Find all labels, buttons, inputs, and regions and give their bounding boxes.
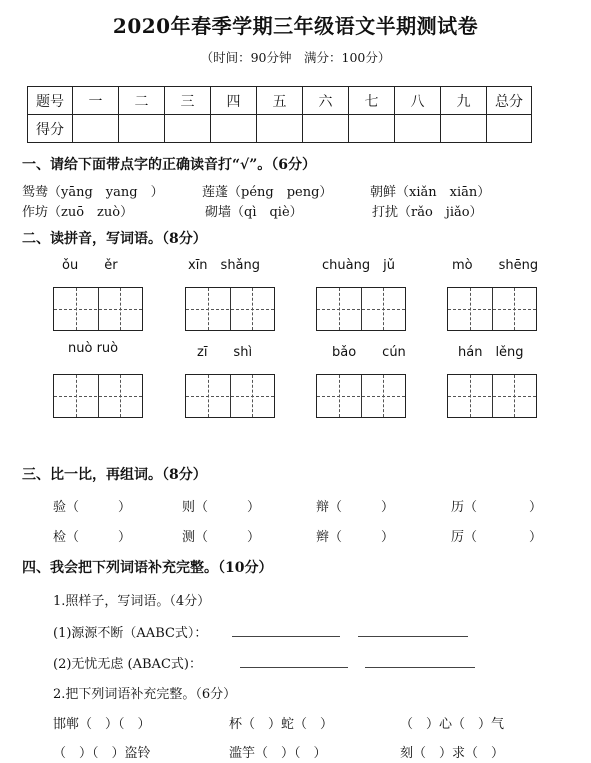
score-input-cell[interactable] bbox=[303, 115, 349, 143]
score-header-cell: 三 bbox=[165, 87, 211, 115]
score-input-cell[interactable] bbox=[487, 115, 532, 143]
answer-blank[interactable] bbox=[232, 636, 340, 637]
pronunciation-item[interactable]: 打扰（rǎo jiǎo） bbox=[372, 205, 483, 220]
score-header-cell: 九 bbox=[441, 87, 487, 115]
score-row-label: 得分 bbox=[28, 115, 73, 143]
pinyin-label: zī shì bbox=[197, 345, 253, 360]
score-input-cell[interactable] bbox=[165, 115, 211, 143]
writing-grid[interactable] bbox=[447, 287, 537, 331]
writing-grid[interactable] bbox=[53, 374, 143, 418]
pronunciation-item[interactable]: 朝鲜（xiǎn xiān） bbox=[370, 185, 491, 200]
pinyin-label: ǒu ěr bbox=[62, 258, 118, 273]
score-header-cell: 题号 bbox=[28, 87, 73, 115]
section-1-heading: 一、请给下面带点字的正确读音打“√”。（6分） bbox=[22, 157, 317, 173]
writing-grid[interactable] bbox=[53, 287, 143, 331]
score-header-cell: 一 bbox=[73, 87, 119, 115]
answer-blank[interactable] bbox=[365, 667, 475, 668]
score-header-cell: 四 bbox=[211, 87, 257, 115]
score-header-cell: 总分 bbox=[487, 87, 532, 115]
word-group-item[interactable]: 检（ ） bbox=[53, 530, 132, 545]
writing-grid[interactable] bbox=[316, 287, 406, 331]
section-2-heading: 二、读拼音，写词语。（8分） bbox=[22, 231, 207, 247]
writing-grid[interactable] bbox=[447, 374, 537, 418]
word-group-item[interactable]: 厉（ ） bbox=[451, 530, 543, 545]
pinyin-label: mò shēng bbox=[452, 258, 539, 273]
word-group-item[interactable]: 历（ ） bbox=[451, 500, 543, 515]
score-input-cell[interactable] bbox=[119, 115, 165, 143]
word-group-item[interactable]: 辫（ ） bbox=[316, 530, 395, 545]
score-input-cell[interactable] bbox=[73, 115, 119, 143]
answer-blank[interactable] bbox=[358, 636, 468, 637]
pronunciation-item[interactable]: 鸳鸯（yāng yang ） bbox=[22, 185, 164, 200]
pinyin-label: chuàng jǔ bbox=[322, 258, 395, 273]
score-input-cell[interactable] bbox=[211, 115, 257, 143]
score-header-cell: 七 bbox=[349, 87, 395, 115]
pinyin-label: hán lěng bbox=[458, 345, 524, 360]
idiom-fill-item[interactable]: （ ）心（ ）气 bbox=[400, 717, 505, 732]
score-input-cell[interactable] bbox=[349, 115, 395, 143]
score-header-cell: 六 bbox=[303, 87, 349, 115]
section-4-heading: 四、我会把下列词语补充完整。（10分） bbox=[22, 560, 273, 576]
pronunciation-item[interactable]: 作坊（zuō zuò） bbox=[22, 205, 134, 220]
writing-grid[interactable] bbox=[316, 374, 406, 418]
example-prompt-aabc: (1)源源不断（AABC式）： bbox=[53, 626, 208, 641]
word-group-item[interactable]: 则（ ） bbox=[182, 500, 261, 515]
word-group-item[interactable]: 辩（ ） bbox=[316, 500, 395, 515]
page-title: 2020年春季学期三年级语文半期测试卷 bbox=[112, 14, 479, 38]
score-header-cell: 八 bbox=[395, 87, 441, 115]
exam-info: （时间：90分钟 满分：100分） bbox=[200, 50, 391, 65]
score-table-score-row bbox=[28, 115, 532, 143]
sub-question-2: 2.把下列词语补充完整。（6分） bbox=[53, 687, 237, 702]
idiom-fill-item[interactable]: 邯郸（ ）（ ） bbox=[53, 717, 151, 732]
sub-question-1: 1.照样子，写词语。（4分） bbox=[53, 594, 211, 609]
word-group-item[interactable]: 验（ ） bbox=[53, 500, 132, 515]
example-prompt-abac: (2)无忧无虑 (ABAC式)： bbox=[53, 657, 202, 672]
word-group-item[interactable]: 测（ ） bbox=[182, 530, 261, 545]
pinyin-label: bǎo cún bbox=[332, 345, 406, 360]
idiom-fill-item[interactable]: （ ）（ ）盗铃 bbox=[53, 746, 151, 761]
score-table-header-row bbox=[28, 87, 532, 115]
score-header-cell: 二 bbox=[119, 87, 165, 115]
writing-grid[interactable] bbox=[185, 374, 275, 418]
writing-grid[interactable] bbox=[185, 287, 275, 331]
section-3-heading: 三、比一比，再组词。（8分） bbox=[22, 467, 207, 483]
score-input-cell[interactable] bbox=[395, 115, 441, 143]
score-input-cell[interactable] bbox=[257, 115, 303, 143]
score-input-cell[interactable] bbox=[441, 115, 487, 143]
answer-blank[interactable] bbox=[240, 667, 348, 668]
idiom-fill-item[interactable]: 滥竽（ ）（ ） bbox=[229, 746, 327, 761]
pinyin-label: xīn shǎng bbox=[188, 258, 261, 273]
pinyin-label: nuò ruò bbox=[68, 341, 119, 356]
idiom-fill-item[interactable]: 杯（ ）蛇（ ） bbox=[229, 717, 334, 732]
idiom-fill-item[interactable]: 刻（ ）求（ ） bbox=[400, 746, 505, 761]
score-header-cell: 五 bbox=[257, 87, 303, 115]
score-table bbox=[27, 86, 532, 143]
pronunciation-item[interactable]: 砌墙（qì qiè） bbox=[205, 205, 303, 220]
pronunciation-item[interactable]: 莲蓬（péng peng） bbox=[202, 185, 333, 200]
